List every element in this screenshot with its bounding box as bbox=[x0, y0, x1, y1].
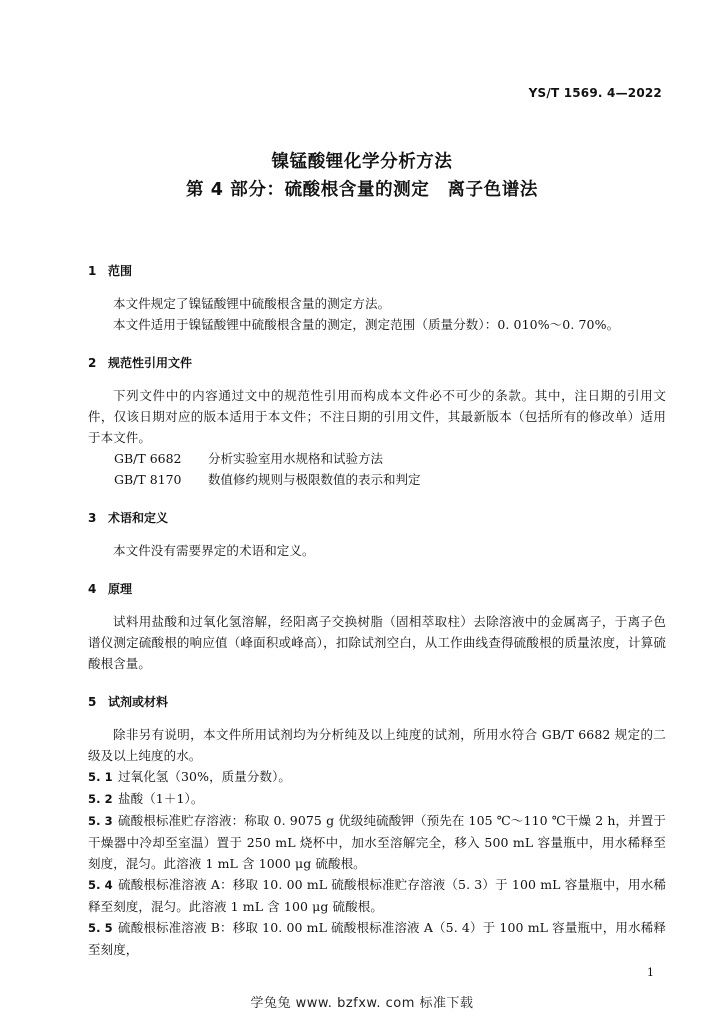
section-title: 原理 bbox=[108, 582, 133, 596]
reagent-item bbox=[88, 874, 666, 917]
reagent-item-text: 硫酸根标准溶液 B：移取 10. 00 mL 硫酸根标准溶液 A（5. 4）于 100 mL 容量瓶中，用水稀释至刻度， bbox=[88, 920, 666, 957]
footer-watermark: 学兔兔 www. bzfxw. com 标准下载 bbox=[250, 996, 474, 1011]
section-number: 3 bbox=[88, 511, 97, 525]
section-number: 2 bbox=[88, 356, 97, 370]
reagent-item-text: 硫酸根标准溶液 A：移取 10. 00 mL 硫酸根标准贮存溶液（5. 3）于 100 mL 容量瓶中，用水稀释至刻度，混匀。此溶液 1 mL 含 100 μg 硫酸根。 bbox=[88, 877, 666, 914]
reference-item bbox=[88, 469, 666, 490]
reagent-item-number: 5. 5 bbox=[88, 921, 113, 935]
reagent-item-text: 盐酸（1＋1）。 bbox=[118, 791, 204, 806]
section-heading-scope bbox=[88, 261, 666, 281]
section-heading-normative bbox=[88, 353, 666, 373]
scope-paragraph-1: 本文件规定了镍锰酸锂中硫酸根含量的测定方法。 bbox=[113, 296, 391, 311]
section-number: 4 bbox=[88, 582, 97, 596]
reagent-item bbox=[88, 810, 666, 874]
section-title: 范围 bbox=[108, 264, 133, 278]
reference-item bbox=[88, 448, 666, 469]
reagent-item-number: 5. 2 bbox=[88, 792, 113, 806]
reagents-paragraph: 除非另有说明，本文件所用试剂均为分析纯及以上纯度的试剂，所用水符合 GB/T 6682 规定的二级及以上纯度的水。 bbox=[88, 727, 666, 763]
title-line-1: 镍锰酸锂化学分析方法 bbox=[271, 152, 453, 172]
section-title: 术语和定义 bbox=[108, 511, 169, 525]
section-title: 试剂或材料 bbox=[108, 695, 169, 709]
principle-paragraph: 试料用盐酸和过氧化氢溶解，经阳离子交换树脂（固相萃取柱）去除溶液中的金属离子，于离子色谱仪测定硫酸根的响应值（峰面积或峰高），扣除试剂空白，从工作曲线查得硫酸根的质量浓度，计算硫酸根含量。 bbox=[88, 614, 666, 671]
section-title: 规范性引用文件 bbox=[108, 356, 193, 370]
standard-number: YS/T 1569. 4—2022 bbox=[528, 86, 662, 100]
section-number: 1 bbox=[88, 264, 97, 278]
terms-paragraph: 本文件没有需要界定的术语和定义。 bbox=[113, 543, 315, 558]
section-number: 5 bbox=[88, 695, 97, 709]
section-heading-terms bbox=[88, 508, 666, 528]
section-heading-reagents bbox=[88, 692, 666, 712]
page-number: 1 bbox=[647, 966, 654, 979]
reagent-item-number: 5. 4 bbox=[88, 878, 113, 892]
scope-paragraph-2: 本文件适用于镍锰酸锂中硫酸根含量的测定，测定范围（质量分数）：0. 010%～0. 70%。 bbox=[113, 317, 620, 332]
reagent-item-number: 5. 1 bbox=[88, 770, 113, 784]
reagent-item-text: 过氧化氢（30%，质量分数）。 bbox=[118, 769, 292, 784]
reference-title: 数值修约规则与极限数值的表示和判定 bbox=[208, 472, 421, 487]
reagent-item bbox=[88, 788, 666, 810]
normative-paragraph: 下列文件中的内容通过文中的规范性引用而构成本文件必不可少的条款。其中，注日期的引用文件，仅该日期对应的版本适用于本文件；不注日期的引用文件，其最新版本（包括所有的修改单）适用于本文件。 bbox=[88, 388, 666, 445]
document-body bbox=[88, 261, 666, 960]
reagent-item bbox=[88, 917, 666, 960]
reference-code: GB/T 6682 bbox=[114, 451, 182, 466]
reagent-item-text: 硫酸根标准贮存溶液：称取 0. 9075 g 优级纯硫酸钾（预先在 105 ℃～110 ℃干燥 2 h，并置于干燥器中冷却至室温）置于 250 mL 烧杯中，加水至溶解完全，移入 500 mL 容量瓶中，用水稀释至刻度，混匀。此溶液 1 mL 含 1000 μg 硫酸根。 bbox=[88, 813, 666, 871]
reference-title: 分析实验室用水规格和试验方法 bbox=[208, 451, 384, 466]
document-title bbox=[0, 148, 724, 204]
reagent-item-number: 5. 3 bbox=[88, 814, 113, 828]
section-heading-principle bbox=[88, 579, 666, 599]
reagent-item bbox=[88, 766, 666, 788]
title-line-2: 第 4 部分：硫酸根含量的测定 离子色谱法 bbox=[186, 180, 538, 200]
reference-code: GB/T 8170 bbox=[114, 472, 182, 487]
